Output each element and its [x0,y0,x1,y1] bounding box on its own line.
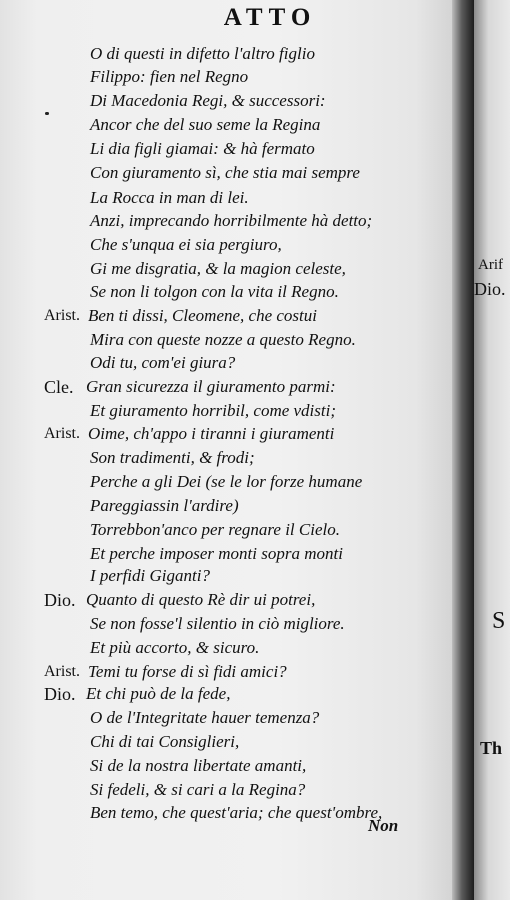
verse-text: Quanto di questo Rè dir ui potrei, [86,590,316,609]
speaker-label: Dio. [44,684,76,704]
verse-text: Ben ti dissi, Cleomene, che costui [88,306,317,325]
verse-text: Ben temo, che quest'aria; che quest'ombre, [90,803,383,822]
right-page-fragment: Th [480,738,503,758]
verse-text: Et perche imposer monti sopra monti [90,544,343,563]
right-page-fragment: Arif [478,257,503,273]
verse-text: Se non li tolgon con la vita il Regno. [90,282,339,301]
verse-text: I perfidi Giganti? [90,566,210,585]
verse-text: Si fedeli, & si cari a la Regina? [90,780,306,799]
catchword: Non [368,816,399,835]
right-page-edge [474,0,510,900]
speaker-label: Arist. [44,307,80,324]
verse-text: Gi me disgratia, & la magion celeste, [90,259,346,278]
verse-text: Pareggiassin l'ardire) [90,496,239,515]
verse-text: Perche a gli Dei (se le lor forze humane [90,472,363,491]
book-gutter [452,0,474,900]
speaker-label: Arist. [44,663,80,680]
verse-text: Si de la nostra libertate amanti, [90,756,307,775]
verse-text: Et chi può de la fede, [86,684,231,703]
verse-text: Anzi, imprecando horribilmente hà detto; [90,211,373,230]
verse-text: Et giuramento horribil, come vdisti; [90,401,337,420]
verse-text: Di Macedonia Regi, & successori: [90,91,326,110]
verse-text: Mira con queste nozze a questo Regno. [90,330,356,349]
verse-text: Gran sicurezza il giuramento parmi: [86,377,336,396]
page-header: ATTO [223,4,317,31]
verse-text: Et più accorto, & sicuro. [90,638,260,657]
speaker-label: Cle. [44,377,74,397]
verse-text: Odi tu, com'ei giura? [90,353,236,372]
verse-text: O de l'Integritate hauer temenza? [90,708,320,727]
verse-text: Oime, ch'appo i tiranni i giuramenti [88,424,335,443]
ink-mark [45,112,49,115]
verse-text: Temi tu forse di sì fidi amici? [88,662,287,681]
speaker-label: Arist. [44,425,80,442]
verse-text: La Rocca in man di lei. [90,188,249,207]
right-page-fragment: S [492,608,506,634]
speaker-label: Dio. [44,590,76,610]
verse-text: Se non fosse'l silentio in ciò migliore. [90,614,345,633]
verse-text: Son tradimenti, & frodi; [90,448,255,467]
verse-text: Torrebbon'anco per regnare il Cielo. [90,520,340,539]
right-page-fragment: Dio. [474,279,506,299]
verse-text: Chi di tai Consiglieri, [90,732,240,751]
verse-text: Ancor che del suo seme la Regina [90,115,321,134]
verse-text: Filippo: fien nel Regno [90,67,249,86]
verse-text: Con giuramento sì, che stia mai sempre [90,163,360,182]
verse-text: O di questi in difetto l'altro figlio [90,44,315,63]
verse-text: Che s'unqua ei sia pergiuro, [90,235,282,254]
verse-text: Li dia figli giamai: & hà fermato [90,139,315,158]
